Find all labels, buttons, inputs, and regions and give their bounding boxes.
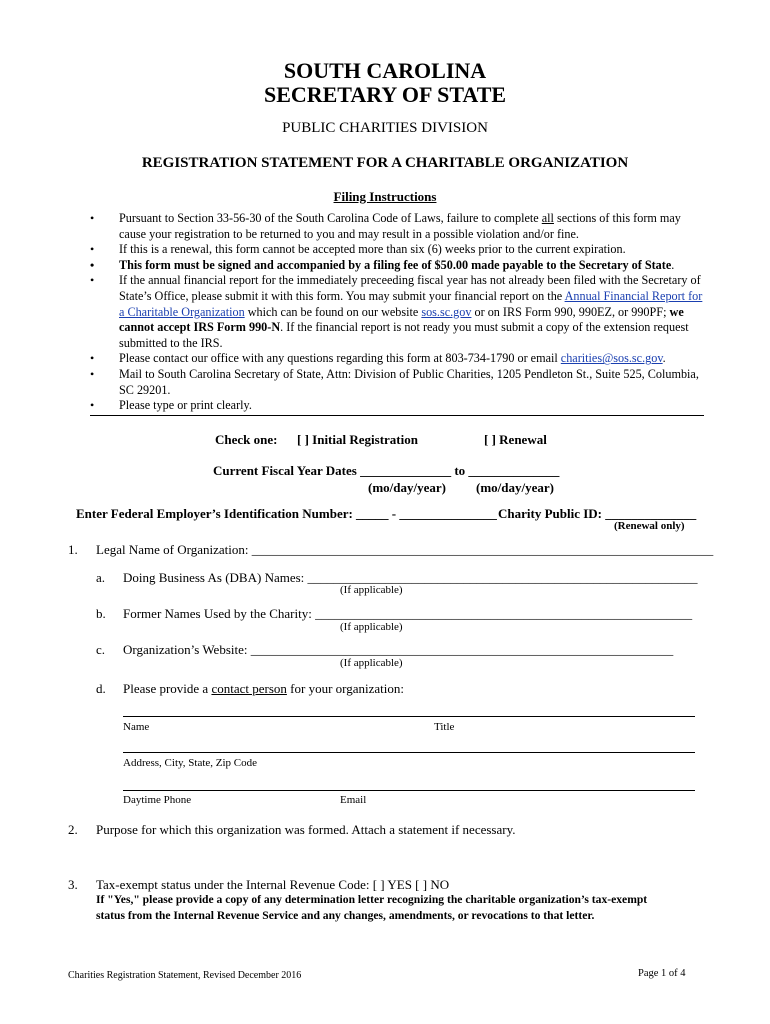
state-title: SOUTH CAROLINA	[283, 58, 487, 83]
title-label: Title	[434, 721, 455, 733]
form-title: REGISTRATION STATEMENT FOR A CHARITABLE ORGANIZATION	[141, 155, 629, 171]
fiscal-year-dates-field[interactable]: Current Fiscal Year Dates ______________ to ______________	[213, 463, 560, 478]
former-names-field[interactable]: Former Names Used by the Charity: __________________________________________________________	[123, 606, 693, 621]
page-number: Page 1 of 4	[638, 968, 686, 979]
contact-phone-email-line[interactable]	[123, 790, 695, 791]
former-names-hint: (If applicable)	[340, 621, 403, 633]
office-title: SECRETARY OF STATE	[263, 82, 507, 107]
q3-number: 3.	[68, 877, 78, 892]
charity-public-id-field[interactable]: Charity Public ID: ______________	[498, 506, 697, 521]
legal-name-field[interactable]: Legal Name of Organization: _______________________________________________________________________	[96, 542, 714, 557]
website-field[interactable]: Organization’s Website: _________________________________________________________________	[123, 642, 674, 657]
phone-label: Daytime Phone	[123, 794, 192, 806]
instruction-item: • Mail to South Carolina Secretary of State, Attn: Division of Public Charities, 1205 Pendleton St., Suite 525, Columbia, SC 29201.	[90, 367, 710, 398]
website-link[interactable]: sos.sc.gov	[421, 304, 472, 319]
renewal-only-note: (Renewal only)	[614, 520, 685, 532]
determination-letter-note-2: status from the Internal Revenue Service and any changes, amendments, or revocations to that letter.	[96, 909, 595, 922]
q2-number: 2.	[68, 822, 78, 837]
renewal-checkbox[interactable]: [ ] Renewal	[484, 432, 547, 447]
contact-name-title-line[interactable]	[123, 716, 695, 717]
purpose-field[interactable]: Purpose for which this organization was formed. Attach a statement if necessary.	[96, 822, 516, 837]
check-one-label: Check one:	[215, 432, 278, 447]
instruction-item: • Please contact our office with any questions regarding this form at 803-734-1790 or email charities@sos.sc.gov.	[90, 351, 710, 367]
instruction-item: • If this is a renewal, this form cannot be accepted more than six (6) weeks prior to the current expiration.	[90, 242, 710, 258]
name-label: Name	[123, 721, 150, 733]
instruction-item: • If the annual financial report for the immediately preceeding fiscal year has not already been filed with the Secretary of State’s Office, please submit it with this form. You may submit your financial report on the Annual Financial Report for a Charitable Organization which can be found on our website sos.sc.gov or on IRS Form 990, 990EZ, or 990PF; we cannot accept IRS Form 990-N. If the financial report is not ready you must submit a copy of the extension request submitted to the IRS.	[90, 273, 710, 351]
dba-names-field[interactable]: Doing Business As (DBA) Names: ____________________________________________________________	[123, 570, 698, 585]
q1d-letter: d.	[96, 681, 106, 696]
initial-registration-checkbox[interactable]: [ ] Initial Registration	[297, 432, 418, 447]
instructions-list	[90, 211, 710, 414]
determination-letter-note-1: If "Yes," please provide a copy of any determination letter recognizing the charitable organization’s tax-exempt	[96, 893, 648, 906]
division-name: PUBLIC CHARITIES DIVISION	[282, 120, 488, 136]
instruction-item: • This form must be signed and accompanied by a filing fee of $50.00 made payable to the Secretary of State.	[90, 258, 710, 274]
dba-hint: (If applicable)	[340, 584, 403, 596]
email-link[interactable]: charities@sos.sc.gov	[560, 351, 663, 366]
fiscal-to-hint: (mo/day/year)	[476, 480, 554, 495]
q1a-letter: a.	[96, 570, 106, 585]
ein-field[interactable]: Enter Federal Employer’s Identification Number: _____ - _______________	[76, 506, 497, 521]
fiscal-from-hint: (mo/day/year)	[368, 480, 446, 495]
filing-instructions-heading: Filing Instructions	[333, 189, 437, 204]
footer-revision: Charities Registration Statement, Revised December 2016	[68, 970, 302, 981]
annual-report-link[interactable]: Annual Financial Report for a Charitable Organization	[119, 288, 703, 319]
q1-number: 1.	[68, 542, 78, 557]
contact-address-line[interactable]	[123, 752, 695, 753]
address-label: Address, City, State, Zip Code	[123, 757, 258, 769]
contact-person-prompt: Please provide a contact person for your organization:	[123, 681, 404, 696]
website-hint: (If applicable)	[340, 657, 403, 669]
instruction-item: • Pursuant to Section 33-56-30 of the South Carolina Code of Laws, failure to complete all sections of this form may cause your registration to be returned to you and may result in a possible violation and/or fine.	[90, 211, 710, 242]
tax-exempt-status-field[interactable]: Tax-exempt status under the Internal Revenue Code: [ ] YES [ ] NO	[96, 877, 450, 892]
instruction-item: • Please type or print clearly.	[90, 398, 710, 414]
email-label: Email	[340, 794, 367, 806]
q1c-letter: c.	[96, 642, 106, 657]
q1b-letter: b.	[96, 606, 106, 621]
section-divider	[90, 415, 704, 416]
